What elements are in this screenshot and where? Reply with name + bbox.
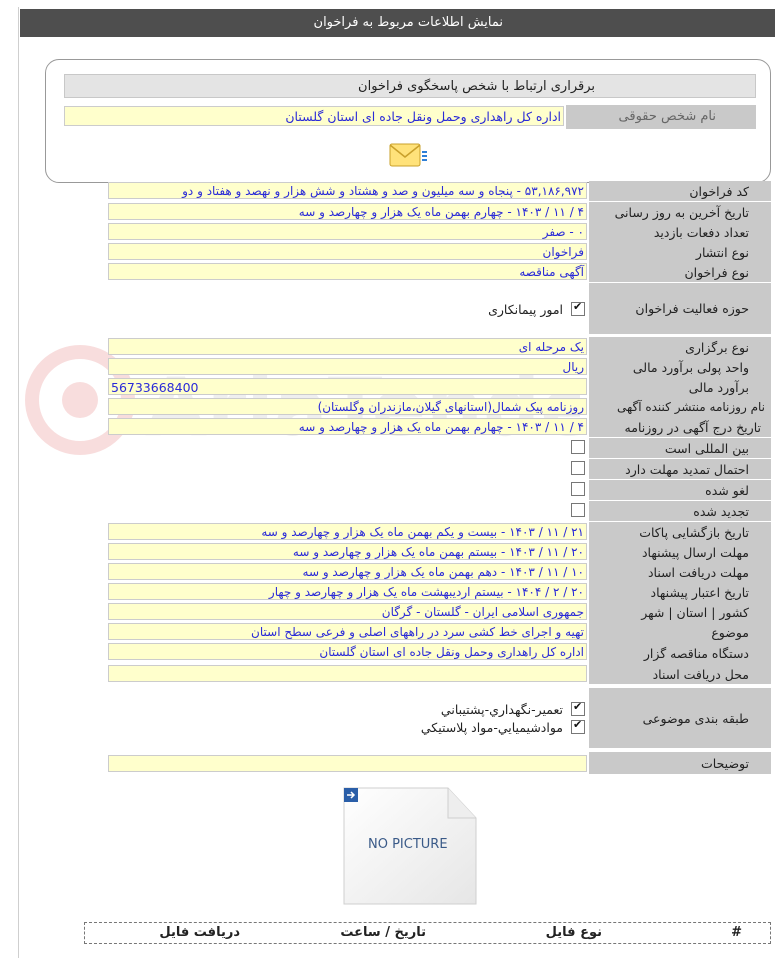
row-holding-type — [108, 337, 771, 357]
subject-value: تهیه و اجرای خط کشی سرد در راههای اصلی و فرعی سطح استان — [108, 623, 587, 640]
window-title: نمایش اطلاعات مربوط به فراخوان — [20, 9, 775, 37]
no-picture-text: NO PICTURE — [368, 837, 448, 852]
row-last-update — [108, 202, 771, 222]
row-subject — [108, 622, 771, 642]
legal-person-label: نام شخص حقوقی — [566, 105, 756, 129]
row-docs-deadline — [108, 562, 771, 582]
docs-deadline-value: ۱۰ / ۱۱ / ۱۴۰۳ - دهم بهمن ماه یک هزار و چهارصد و سه — [108, 563, 587, 580]
row-publish-type — [108, 242, 771, 262]
category-checkbox-2[interactable] — [571, 720, 585, 734]
activity-field-option: امور پیمانکاری — [488, 302, 563, 317]
organizer-label: دستگاه مناقصه گزار — [589, 642, 771, 664]
visits-label: تعداد دفعات بازدید — [589, 222, 771, 242]
publish-type-value: فراخوان — [108, 243, 587, 260]
row-validity — [108, 582, 771, 602]
extension-checkbox[interactable] — [571, 461, 585, 475]
location-label: کشور | استان | شهر — [589, 602, 771, 622]
last-update-label: تاریخ آخرین به روز رسانی — [589, 202, 771, 222]
docs-place-label: محل دریافت اسناد — [589, 664, 771, 684]
international-label: بین المللی است — [589, 438, 771, 458]
row-location — [108, 602, 771, 622]
currency-label: واحد پولی برآورد مالی — [589, 357, 771, 377]
row-newspaper — [108, 397, 771, 417]
cancelled-checkbox[interactable] — [571, 482, 585, 496]
code-label: کد فراخوان — [589, 181, 771, 201]
envelope-icon[interactable] — [388, 140, 428, 170]
proposal-deadline-label: مهلت ارسال پیشنهاد — [589, 542, 771, 562]
files-col-date: تاریخ / ساعت — [340, 925, 426, 940]
estimate-label: برآورد مالی — [589, 377, 771, 397]
row-notes — [108, 752, 771, 774]
row-visits — [108, 222, 771, 242]
envelope-opening-label: تاریخ بازگشایی پاکات — [589, 522, 771, 542]
legal-person-value: اداره کل راهداری وحمل ونقل جاده ای استان گلستان — [64, 106, 564, 126]
files-col-download: دریافت فایل — [159, 925, 240, 940]
call-type-value: آگهی مناقصه — [108, 263, 587, 280]
validity-value: ۲۰ / ۲ / ۱۴۰۴ - بیستم اردیبهشت ماه یک هزار و چهارصد و چهار — [108, 583, 587, 600]
organizer-value: اداره کل راهداری وحمل ونقل جاده ای استان گلستان — [108, 643, 587, 660]
row-cancelled — [108, 480, 771, 500]
notes-label: توضیحات — [589, 752, 771, 774]
files-col-type: نوع فایل — [545, 925, 602, 940]
row-proposal-deadline — [108, 542, 771, 562]
row-estimate — [108, 377, 771, 397]
holding-type-value: یک مرحله ای — [108, 338, 587, 355]
row-international — [108, 438, 771, 458]
category-label: طبقه بندی موضوعی — [589, 688, 771, 748]
docs-deadline-label: مهلت دریافت اسناد — [589, 562, 771, 582]
docs-place-value — [108, 665, 587, 682]
cancelled-label: لغو شده — [589, 480, 771, 500]
newspaper-date-label: تاریخ درج آگهی در روزنامه — [589, 417, 771, 437]
category-option-2: موادشيميايي-مواد پلاستيكي — [420, 720, 563, 735]
newspaper-label: نام روزنامه منتشر کننده آگهی — [589, 397, 771, 417]
validity-label: تاریخ اعتبار پیشنهاد — [589, 582, 771, 602]
contact-header: برقراری ارتباط با شخص پاسخگوی فراخوان — [64, 74, 756, 98]
currency-value: ریال — [108, 358, 587, 375]
row-newspaper-date — [108, 417, 771, 437]
proposal-deadline-value: ۲۰ / ۱۱ / ۱۴۰۳ - بیستم بهمن ماه یک هزار و چهارصد و سه — [108, 543, 587, 560]
code-value: ۵۳,۱۸۶,۹۷۲ - پنجاه و سه میلیون و صد و هشتاد و شش هزار و نهصد و هفتاد و دو — [108, 182, 587, 199]
category-option-1: تعمیر-نگهداري-پشتيباني — [440, 702, 563, 717]
location-value: جمهوری اسلامی ایران - گلستان - گرگان — [108, 603, 587, 620]
row-currency — [108, 357, 771, 377]
holding-type-label: نوع برگزاری — [589, 337, 771, 357]
activity-field-label: حوزه فعالیت فراخوان — [589, 283, 771, 334]
row-renewed — [108, 501, 771, 521]
row-extension — [108, 459, 771, 479]
visits-value: ۰ - صفر — [108, 223, 587, 240]
newspaper-date-value: ۴ / ۱۱ / ۱۴۰۳ - چهارم بهمن ماه یک هزار و چهارصد و سه — [108, 418, 587, 435]
row-code — [108, 181, 771, 201]
call-type-label: نوع فراخوان — [589, 262, 771, 282]
extension-label: احتمال تمدید مهلت دارد — [589, 459, 771, 479]
activity-field-checkbox[interactable] — [571, 302, 585, 316]
subject-label: موضوع — [589, 622, 771, 642]
renewed-label: تجدید شده — [589, 501, 771, 521]
no-picture-image — [340, 786, 480, 906]
files-table-header — [84, 922, 771, 944]
row-category — [108, 688, 771, 748]
estimate-value: 56733668400 — [108, 378, 587, 395]
row-activity-field — [108, 283, 771, 334]
row-call-type — [108, 262, 771, 282]
row-organizer — [108, 642, 771, 664]
notes-value — [108, 755, 587, 772]
contact-panel — [45, 59, 771, 183]
last-update-value: ۴ / ۱۱ / ۱۴۰۳ - چهارم بهمن ماه یک هزار و چهارصد و سه — [108, 203, 587, 220]
row-envelope-opening — [108, 522, 771, 542]
renewed-checkbox[interactable] — [571, 503, 585, 517]
newspaper-value: روزنامه پیک شمال(استانهای گیلان،مازندران وگلستان) — [108, 398, 587, 415]
envelope-opening-value: ۲۱ / ۱۱ / ۱۴۰۳ - بیست و یکم بهمن ماه یک هزار و چهارصد و سه — [108, 523, 587, 540]
international-checkbox[interactable] — [571, 440, 585, 454]
files-col-index: # — [731, 925, 742, 940]
row-docs-place — [108, 664, 771, 684]
category-checkbox-1[interactable] — [571, 702, 585, 716]
publish-type-label: نوع انتشار — [589, 242, 771, 262]
